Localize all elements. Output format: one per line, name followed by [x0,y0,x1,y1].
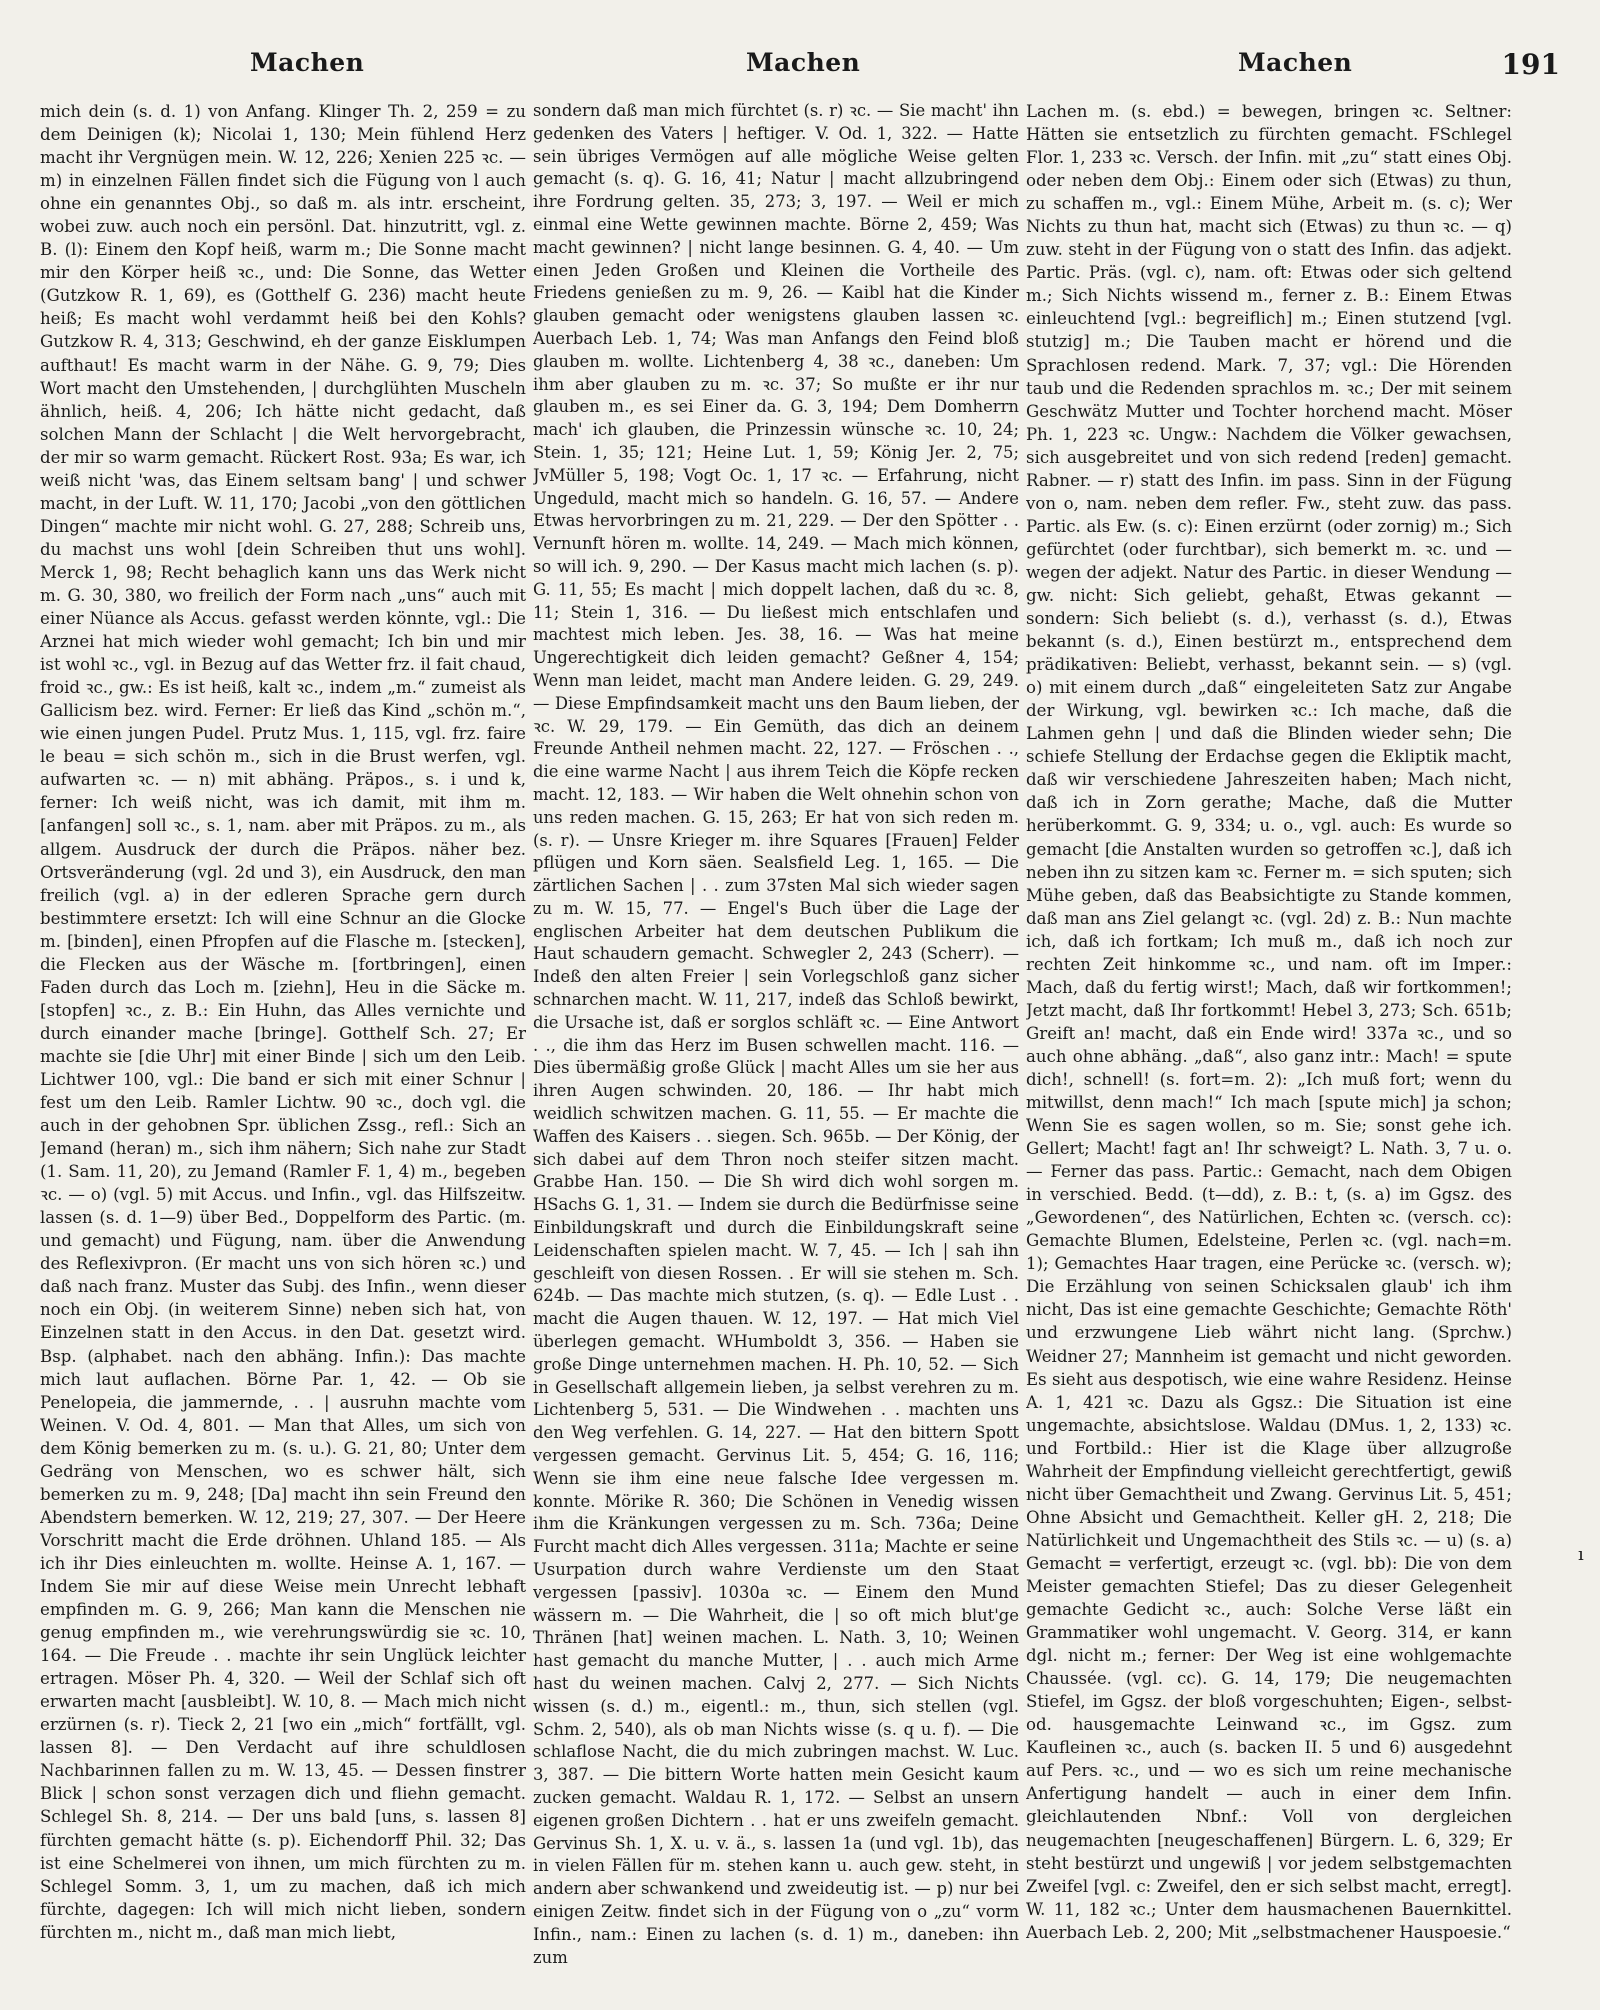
page-header [40,48,1560,88]
page-number: 191 [1501,48,1560,81]
text-columns [40,100,1560,1980]
column-text: mich dein (s. d. 1) von Anfang. Klinger Th. 2, 259 = zu dem Deinigen (k); Nicolai 1, 130; Mein fühlend Herz macht ihr Vergnügen mein. W. 12, 226; Xenien 225 ꝛc. — m) in einzelnen Fällen findet sich die Fügung von l auch ohne ein genanntes Obj., so daß m. als intr. erscheint, wobei zuw. auch noch ein persönl. Dat. hinzutritt, vgl. z. B. (l): Einem den Kopf heiß, warm m.; Die Sonne macht mir den Körper heiß ꝛc., und: Die Sonne, das Wetter (Gutzkow R. 1, 69), es (Gotthelf G. 236) macht heute heiß; Es macht wohl verdammt heiß bei den Kohls? Gutzkow R. 4, 313; Geschwind, eh der ganze Eisklumpen aufthaut! Es macht warm in der Nähe. G. 9, 79; Dies Wort macht den Umstehenden, | durchglühten Muscheln ähnlich, heiß. 4, 206; Ich hätte nicht gedacht, daß solchen Mann der Schlacht | die Welt hervorgebracht, der mir so warm gemacht. Rückert Rost. 93a; Es war, ich weiß nicht 'was, das Einem seltsam bang' | und schwer macht, in der Luft. W. 11, 170; Jacobi „von den göttlichen Dingen“ machte mir nicht wohl. G. 27, 288; Schreib uns, du machst uns wohl [dein Schreiben thut uns wohl]. Merck 1, 98; Recht behaglich kann uns das Werk nicht m. G. 30, 380, wo freilich der Form nach „uns“ auch mit einer Nüance als Accus. gefasst werden könnte, vgl.: Die Arznei hat mich wieder wohl gemacht; Ich bin und mir ist wohl ꝛc., vgl. in Bezug auf das Wetter frz. il fait chaud, froid ꝛc., gw.: Es ist heiß, kalt ꝛc., indem „m.“ zumeist als Gallicism bez. wird. Ferner: Er ließ das Kind „schön m.“, wie einen jungen Pudel. Prutz Mus. 1, 115, vgl. frz. faire le beau = sich schön m., sich in die Brust werfen, vgl. aufwarten ꝛc. — n) mit abhäng. Präpos., s. i und k, ferner: Ich weiß nicht, was ich damit, mit ihm m. [anfangen] soll ꝛc., s. 1, nam. aber mit Präpos. zu m., als allgem. Ausdruck der durch die Präpos. näher bez. Ortsveränderung (vgl. 2d und 3), ein Ausdruck, den man freilich (vgl. a) in der edleren Sprache gern durch bestimmtere ersetzt: Ich will eine Schnur an die Glocke m. [binden], einen Pfropfen auf die Flasche m. [stecken], die Flecken aus der Wäsche m. [fortbringen], einen Faden durch das Loch m. [ziehn], Heu in die Säcke m. [stopfen] ꝛc., z. B.: Ein Huhn, das Alles vernichte und durch einander mache [bringe]. Gotthelf Sch. 27; Er machte sie [die Uhr] mit einer Binde | sich um den Leib. Lichtwer 100, vgl.: Die band er sich mit einer Schnur | fest um den Leib. Ramler Lichtw. 90 ꝛc., doch vgl. die auch in der gehobnen Spr. üblichen Zssg., refl.: Sich an Jemand (heran) m., sich ihm nähern; Sich nahe zur Stadt (1. Sam. 11, 20), zu Jemand (Ramler F. 1, 4) m., begeben ꝛc. — o) (vgl. 5) mit Accus. und Infin., vgl. das Hilfszeitw. lassen (s. d. 1—9) über Bed., Doppelform des Partic. (m. und gemacht) und Fügung, nam. über die Anwendung des Reflexivpron. (Er macht uns von sich hören ꝛc.) und daß nach franz. Muster das Subj. des Infin., wenn dieser noch ein Obj. (in weiterem Sinne) neben sich hat, von Einzelnen statt in den Accus. in den Dat. gesetzt wird. Bsp. (alphabet. nach den abhäng. Infin.): Das machte mich laut auflachen. Börne Par. 1, 42. — Ob sie Penelopeia, die jammernde, . . | ausruhn machte vom Weinen. V. Od. 4, 801. — Man that Alles, um sich von dem König bemerken zu m. (s. u.). G. 21, 80; Unter dem Gedräng von Menschen, wo es schwer hält, sich bemerken zu m. 9, 248; [Da] macht ihn sein Freund den Abendstern bemerken. W. 12, 219; 27, 307. — Der Heere Vorschritt macht die Erde dröhnen. Uhland 185. — Als ich ihr Dies einleuchten m. wollte. Heinse A. 1, 167. — Indem Sie mir auf diese Weise mein Unrecht lebhaft empfinden m. G. 9, 266; Man kann die Menschen nie genug empfinden m., wie verehrungswürdig sie ꝛc. 10, 164. — Die Freude . . machte ihr sein Unglück leichter ertragen. Möser Ph. 4, 320. — Weil der Schlaf sich oft erwarten macht [ausbleibt]. W. 10, 8. — Mach mich nicht erzürnen (s. r). Tieck 2, 21 [wo ein „mich“ fortfällt, vgl. lassen 8]. — Den Verdacht auf ihre schuldlosen Nachbarinnen fallen zu m. W. 13, 45. — Dessen finstrer Blick | schon sonst verzagen dich und fliehn gemacht. Schlegel Sh. 8, 214. — Der uns bald [uns, s. lassen 8] fürchten gemacht hätte (s. p). Eichendorff Phil. 32; Das ist eine Schelmerei von ihnen, um mich fürchten zu m. Schlegel Somm. 3, 1, um zu machen, daß ich mich fürchte, dagegen: Ich will mich nicht lieben, sondern fürchten m., nicht m., daß man mich liebt, [40,102,526,1942]
column-text: sondern daß man mich fürchtet (s. r) ꝛc. — Sie macht' ihn gedenken des Vaters | heftiger. V. Od. 1, 322. — Hatte sein übriges Vermögen auf alle mögliche Weise gelten gemacht (s. q). G. 16, 41; Natur | macht allzubringend ihre Fordrung gelten. 35, 273; 3, 197. — Weil er mich einmal eine Wette gewinnen machte. Börne 2, 459; Was macht gewinnen? | nicht lange besinnen. G. 4, 40. — Um einen Jeden Großen und Kleinen die Vortheile des Friedens genießen zu m. 9, 26. — Kaibl hat die Kinder glauben gemacht oder wenigstens glauben lassen ꝛc. Auerbach Leb. 1, 74; Was man Anfangs den Feind bloß glauben m. wollte. Lichtenberg 4, 38 ꝛc., daneben: Um ihm aber glauben zu m. ꝛc. 37; So mußte er ihr nur glauben m., es sei Einer da. G. 3, 194; Dem Domherrn mach' ich glauben, die Prinzessin wünsche ꝛc. 10, 24; Stein. 1, 35; 121; Heine Lut. 1, 59; König Jer. 2, 75; JvMüller 5, 198; Vogt Oc. 1, 17 ꝛc. — Erfahrung, nicht Ungeduld, macht mich so handeln. G. 16, 57. — Andere Etwas hervorbringen zu m. 21, 229. — Der den Spötter . . Vernunft hören m. wollte. 14, 249. — Mach mich können, so will ich. 9, 290. — Der Kasus macht mich lachen (s. p). G. 11, 55; Es macht | mich doppelt lachen, daß du ꝛc. 8, 11; Stein 1, 316. — Du ließest mich entschlafen und machtest mich leben. Jes. 38, 16. — Was hat meine Ungerechtigkeit dich leiden gemacht? Geßner 4, 154; Wenn man leidet, macht man Andere leiden. G. 29, 249. — Diese Empfindsamkeit macht uns den Baum lieben, der ꝛc. W. 29, 179. — Ein Gemüth, das dich an deinem Freunde Antheil nehmen macht. 22, 127. — Fröschen . ., die eine warme Nacht | aus ihrem Teich die Köpfe recken macht. 12, 183. — Wir haben die Welt ohnehin schon von uns reden machen. G. 15, 263; Er hat von sich reden m. (s. r). — Unsre Krieger m. ihre Squares [Frauen] Felder pflügen und Korn säen. Sealsfield Leg. 1, 165. — Die zärtlichen Sachen | . . zum 37sten Mal sich wieder sagen zu m. W. 15, 77. — Engel's Buch über die Lage der englischen Arbeiter hat dem deutschen Publikum die Haut schaudern gemacht. Schwegler 2, 243 (Scherr). — Indeß den alten Freier | sein Vorlegschloß ganz sicher schnarchen macht. W. 11, 217, indeß das Schloß bewirkt, die Ursache ist, daß er sorglos schläft ꝛc. — Eine Antwort . ., die ihm das Herz im Busen schwellen macht. 116. — Dies übermäßig große Glück | macht Alles um sie her aus ihren Augen schwinden. 20, 186. — Ihr habt mich weidlich schwitzen machen. G. 11, 55. — Er machte die Waffen des Kaisers . . siegen. Sch. 965b. — Der König, der sich dabei auf dem Thron noch steifer sitzen macht. Grabbe Han. 150. — Die Sh wird dich wohl sorgen m. HSachs G. 1, 31. — Indem sie durch die Bedürfnisse seine Einbildungskraft und durch die Einbildungskraft seine Leidenschaften spielen macht. W. 7, 45. — Ich | sah ihn geschleift von diesen Rossen. . Er will sie stehen m. Sch. 624b. — Das machte mich stutzen, (s. q). — Edle Lust . . macht die Augen thauen. W. 12, 197. — Hat mich Viel überlegen gemacht. WHumboldt 3, 356. — Haben sie große Dinge unternehmen machen. H. Ph. 10, 52. — Sich in Gesellschaft allgemein lieben, ja selbst verehren zu m. Lichtenberg 5, 531. — Die Windwehen . . machten uns den Weg verfehlen. G. 14, 227. — Hat den bittern Spott vergessen gemacht. Gervinus Lit. 5, 454; G. 16, 116; Wenn sie ihm eine neue falsche Idee vergessen m. konnte. Mörike R. 360; Die Schönen in Venedig wissen ihm die Kränkungen vergessen zu m. Sch. 736a; Deine Furcht macht dich Alles vergessen. 311a; Machte er seine Usurpation durch wahre Verdienste um den Staat vergessen [passiv]. 1030a ꝛc. — Einem den Mund wässern m. — Die Wahrheit, die | so oft mich blut'ge Thränen [hat] weinen machen. L. Nath. 3, 10; Weinen hast gemacht du manche Mutter, | . . auch mich Arme hast du weinen machen. Calvj 2, 277. — Sich Nichts wissen (s. d.) m., eigentl.: m., thun, sich stellen (vgl. Schm. 2, 540), als ob man Nichts wisse (s. q u. f). — Die schlaflose Nacht, die du mich zubringen machst. W. Luc. 3, 387. — Die bittern Worte hatten mein Gesicht kaum zucken gemacht. Waldau R. 1, 172. — Selbst an unsern eigenen großen Dichtern . . hat er uns zweifeln gemacht. Gervinus Sh. 1, X. u. v. ä., s. lassen 1a (und vgl. 1b), das in vielen Fällen für m. stehen kann u. auch gew. steht, in andern aber schwankend und zweideutig ist. — p) nur bei einigen Zeitw. findet sich in der Fügung von o „zu“ vorm Infin., nam.: Einen zu lachen (s. d. 1) m., daneben: ihn zum [533,101,1019,1967]
running-headword-left: Machen [250,48,365,77]
text-column-3 [1026,100,1512,1980]
text-column-1 [40,100,526,1980]
running-headword-right: Machen [1238,48,1353,77]
column-text: Lachen m. (s. ebd.) = bewegen, bringen ꝛc. Seltner: Hätten sie entsetzlich zu fürchten gemacht. FSchlegel Flor. 1, 233 ꝛc. Versch. der Infin. mit „zu“ statt eines Obj. oder neben dem Obj.: Einem oder sich (Etwas) zu thun, zu schaffen m., vgl.: Einem Mühe, Arbeit m. (s. c); Wer Nichts zu thun hat, macht sich (Etwas) zu thun ꝛc. — q) zuw. steht in der Fügung von o statt des Infin. das adjekt. Partic. Präs. (vgl. c), nam. oft: Etwas oder sich geltend m.; Sich Nichts wissend m., ferner z. B.: Einem Etwas einleuchtend [vgl.: begreiflich] m.; Einen stutzend [vgl. stutzig] m.; Die Tauben macht er hörend und die Sprachlosen redend. Mark. 7, 37; vgl.: Die Hörenden taub und die Redenden sprachlos m. ꝛc.; Der mit seinem Geschwätz Mutter und Tochter horchend macht. Möser Ph. 1, 223 ꝛc. Ungw.: Nachdem die Völker gewachsen, sich ausgebreitet und von sich redend [reden] gemacht. Rabner. — r) statt des Infin. im pass. Sinn in der Fügung von o, nam. neben dem refler. Fw., steht zuw. das pass. Partic. als Ew. (s. c): Einen erzürnt (oder zornig) m.; Sich gefürchtet (oder furchtbar), sich bemerkt m. ꝛc. und — wegen der adjekt. Natur des Partic. in dieser Wendung — gw. nicht: Sich geliebt, gehaßt, Etwas gekannt — sondern: Sich beliebt (s. d.), verhasst (s. d.), Etwas bekannt (s. d.), Einen bestürzt m., entsprechend dem prädikativen: Beliebt, verhasst, bekannt sein. — s) (vgl. o) mit einem durch „daß“ eingeleiteten Satz zur Angabe der Wirkung, vgl. bewirken ꝛc.: Ich mache, daß die Lahmen gehn | und daß die Blinden wieder sehn; Die schiefe Stellung der Erdachse gegen die Ekliptik macht, daß wir verschiedene Jahreszeiten haben; Mach nicht, daß ich in Zorn gerathe; Mache, daß die Mutter herüberkommt. G. 9, 334; u. o., vgl. auch: Es wurde so gemacht [die Anstalten wurden so getroffen ꝛc.], daß ich neben ihn zu sitzen kam ꝛc. Ferner m. = sich sputen; sich Mühe geben, daß das Beabsichtigte zu Stande kommen, daß man ans Ziel gelangt ꝛc. (vgl. 2d) z. B.: Nun machte ich, daß ich fortkam; Ich muß m., daß ich noch zur rechten Zeit hinkomme ꝛc., und nam. oft im Imper.: Mach, daß du fertig wirst!; Mach, daß wir fortkommen!; Jetzt macht, daß Ihr fortkommt! Hebel 3, 273; Sch. 651b; Greift an! macht, daß ein Ende wird! 337a ꝛc., und so auch ohne abhäng. „daß“, also ganz intr.: Mach! = spute dich!, schnell! (s. fort=m. 2): „Ich muß fort; wenn du mitwillst, denn mach!“ Ich mach [spute mich] ja schon; Wenn Sie es sagen wollen, so m. Sie; sonst gehe ich. Gellert; Macht! fagt an! Ihr schweigt? L. Nath. 3, 7 u. o. — Ferner das pass. Partic.: Gemacht, nach dem Obigen in verschied. Bedd. (t—dd), z. B.: t, (s. a) im Ggsz. des „Gewordenen“, des Natürlichen, Echten ꝛc. (versch. cc): Gemachte Blumen, Edelsteine, Perlen ꝛc. (vgl. nach=m. 1); Gemachtes Haar tragen, eine Perücke ꝛc. (versch. w); Die Erzählung von seinen Schicksalen glaub' ich ihm nicht, Das ist eine gemachte Geschichte; Gemachte Röth' und erzwungene Lieb währt nicht lang. (Sprchw.) Weidner 27; Mannheim ist gemacht und nicht geworden. Es sieht aus despotisch, wie eine wahre Residenz. Heinse A. 1, 421 ꝛc. Dazu als Ggsz.: Die Situation ist eine ungemachte, absichtslose. Waldau (DMus. 1, 2, 133) ꝛc. und Fortbild.: Hier ist die Klage über allzugroße Wahrheit der Empfindung vielleicht gerechtfertigt, gewiß nicht über Gemachtheit und Zwang. Gervinus Lit. 5, 451; Ohne Absicht und Gemachtheit. Keller gH. 2, 218; Die Natürlichkeit und Ungemachtheit des Stils ꝛc. — u) (s. a) Gemacht = verfertigt, erzeugt ꝛc. (vgl. bb): Die von dem Meister gemachten Stiefel; Das zu dieser Gelegenheit gemachte Gedicht ꝛc., auch: Solche Verse läßt ein Grammatiker wohl ungemacht. V. Georg. 314, er kann dgl. nicht m.; ferner: Der Weg ist eine wohlgemachte Chaussée. (vgl. cc). G. 14, 179; Die neugemachten Stiefel, im Ggsz. der bloß vorgeschuhten; Eigen-, selbst- od. hausgemachte Leinwand ꝛc., im Ggsz. zum Kaufleinen ꝛc., auch (s. backen II. 5 und 6) ausgedehnt auf Pers. ꝛc., und — wo es sich um reine mechanische Anfertigung handelt — auch in einer dem Infin. gleichlautenden Nbnf.: Voll von dergleichen neugemachten [neugeschaffenen] Bürgern. L. 6, 329; Er steht bestürzt und ungewiß | vor jedem selbstgemachten Zweifel [vgl. c: Zweifel, den er sich selbst macht, erregt]. W. 11, 182 ꝛc.; Unter dem hausmachenen Bauernkittel. Auerbach Leb. 2, 200; Mit „selbstmachener Hauspoesie.“ [1026,102,1512,1942]
text-column-2 [533,100,1019,1980]
margin-mark: ı [1578,1544,1584,1565]
running-headword-middle: Machen [746,48,861,77]
